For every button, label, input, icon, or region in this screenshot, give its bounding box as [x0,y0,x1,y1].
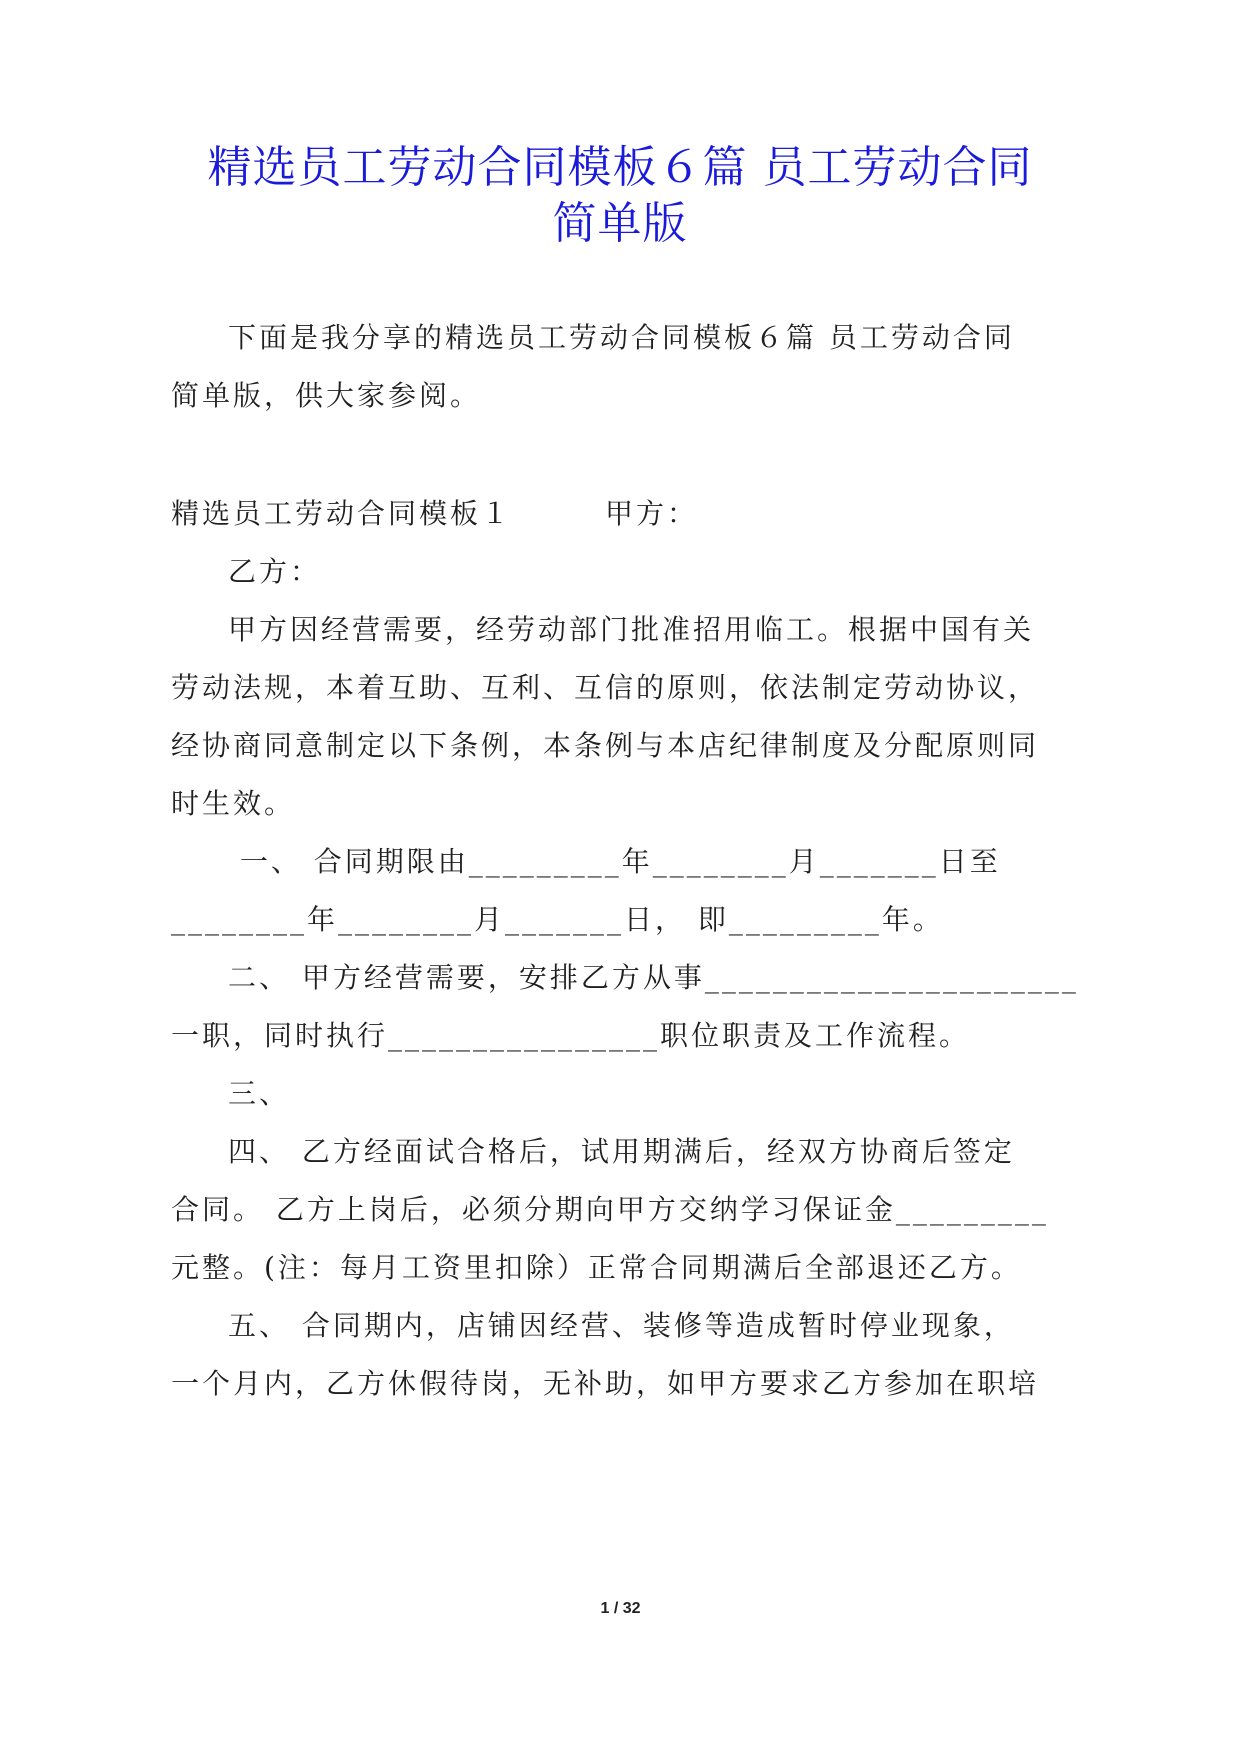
clause-5-line-2: 一个月内，乙方休假待岗，无补助，如甲方要求乙方参加在职培 [171,1367,1040,1400]
clause-1-line-2: ________年________月_______日， 即_________年。 [171,903,944,936]
clause-2-line-1: 二、 甲方经营需要，安排乙方从事______________________ [228,961,1079,994]
page-number: 1 / 32 [600,1600,641,1617]
intro-line-1: 下面是我分享的精选员工劳动合同模板６篇 员工劳动合同 [228,321,1015,354]
party-b-line: 乙方： [228,555,322,588]
document-title-line-2: 简单版 [552,198,688,249]
document-title-line-1: 精选员工劳动合同模板６篇 员工劳动合同 [207,142,1033,193]
clause-4-line-3: 元整。(注：每月工资里扣除）正常合同期满后全部退还乙方。 [171,1251,1022,1284]
clause-4-line-2: 合同。 乙方上岗后，必须分期向甲方交纳学习保证金_________ [171,1193,1049,1226]
intro-line-2: 简单版，供大家参阅。 [171,379,482,412]
body-line: 经协商同意制定以下条例，本条例与本店纪律制度及分配原则同 [171,729,1040,762]
clause-2-line-2: 一职，同时执行________________职位职责及工作流程。 [171,1019,971,1052]
body-line: 甲方因经营需要，经劳动部门批准招用临工。根据中国有关 [228,613,1035,646]
body-line: 劳动法规，本着互助、互利、互信的原则，依法制定劳动协议， [171,671,1040,704]
body-line: 时生效。 [171,787,296,820]
clause-3: 三、 [228,1077,291,1110]
clause-1-line-1: 一、 合同期限由_________年________月_______日至 [228,845,1001,878]
clause-4-line-1: 四、 乙方经面试合格后，试用期满后，经双方协商后签定 [228,1135,1015,1168]
clause-5-line-1: 五、 合同期内，店铺因经营、装修等造成暂时停业现象， [228,1309,1015,1342]
section-heading-1: 精选员工劳动合同模板１ 甲方： [171,497,699,530]
